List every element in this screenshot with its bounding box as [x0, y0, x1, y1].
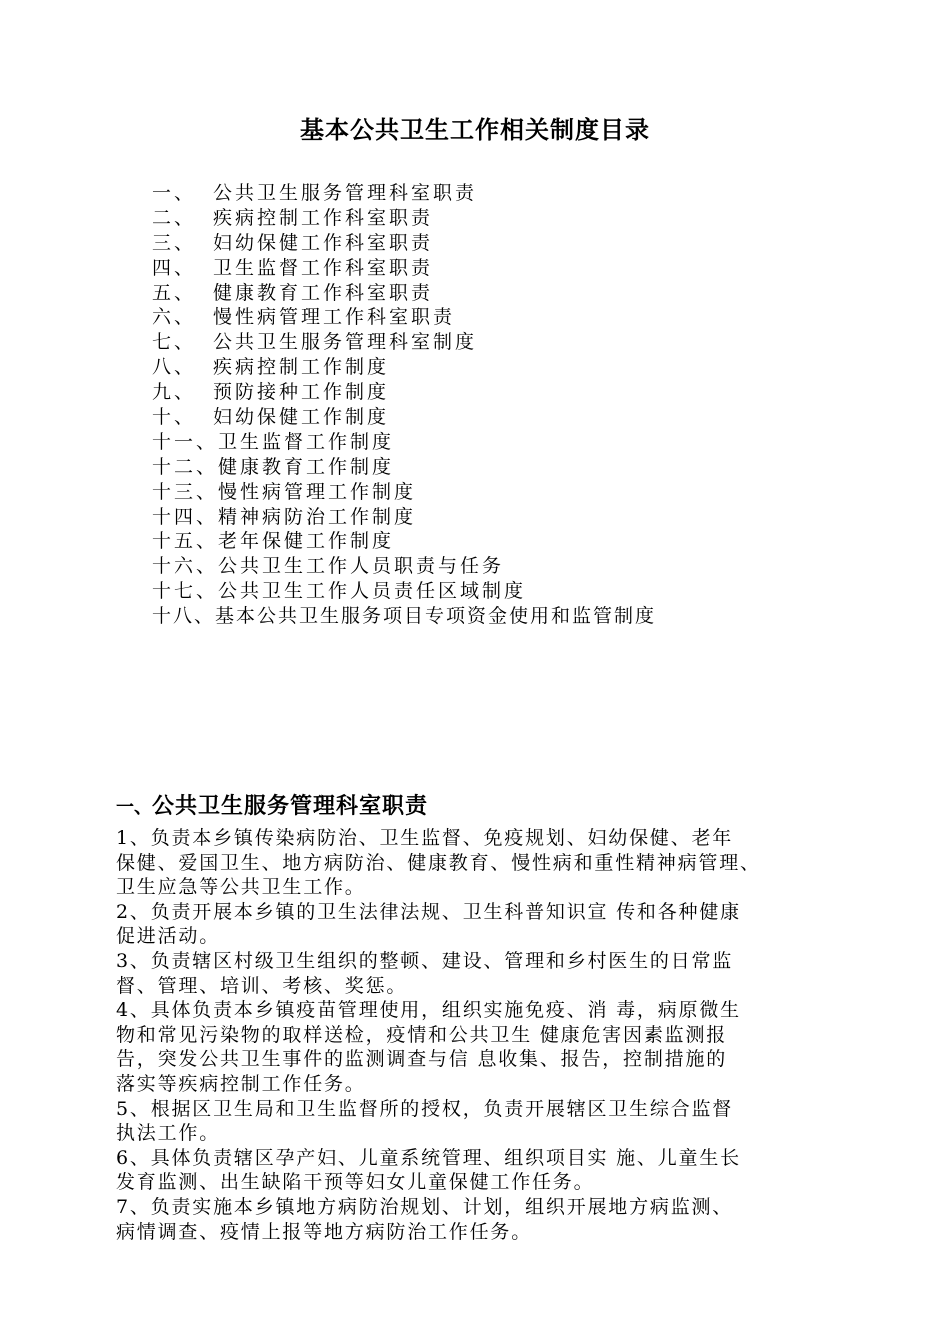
body-text-line: 促进活动。: [116, 925, 221, 948]
toc-item-label: 妇幼保健工作科室职责: [213, 231, 434, 254]
toc-item-number: 十七、: [152, 580, 219, 603]
toc-item-label: 慢性病管理工作科室职责: [213, 306, 456, 329]
toc-item: [152, 355, 656, 380]
body-text-line: 4、具体负责本乡镇疫苗管理使用，组织实施免疫、消 毒，病原微生: [116, 999, 741, 1022]
toc-item: [152, 554, 656, 579]
toc-item-number: 十、: [152, 406, 197, 429]
toc-item-label: 卫生监督工作科室职责: [213, 256, 434, 279]
toc-item-number: 十八、: [152, 605, 216, 628]
toc-item: [152, 206, 656, 231]
toc-item-label: 妇幼保健工作制度: [213, 406, 390, 429]
body-text-line: 3、负责辖区村级卫生组织的整顿、建设、管理和乡村医生的日常监: [116, 949, 734, 972]
toc-item: [152, 231, 656, 256]
table-of-contents: [152, 181, 656, 629]
toc-item: [152, 505, 656, 530]
toc-item-number: 五、: [152, 281, 197, 304]
toc-item-number: 二、: [152, 206, 197, 229]
toc-item: [152, 480, 656, 505]
body-text-line: 7、负责实施本乡镇地方病防治规划、计划，组织开展地方病监测、: [116, 1195, 734, 1218]
toc-item-label: 老年保健工作制度: [218, 530, 395, 553]
toc-item: [152, 604, 656, 629]
toc-item-label: 基本公共卫生服务项目专项资金使用和监管制度: [215, 605, 657, 628]
toc-item-label: 健康教育工作制度: [218, 455, 395, 478]
toc-item-number: 六、: [152, 306, 197, 329]
toc-item-number: 一、: [152, 182, 197, 204]
body-text-line: 督、管理、培训、考核、奖惩。: [116, 974, 408, 997]
toc-item: [152, 330, 656, 355]
toc-item-number: 十六、: [152, 555, 219, 578]
toc-item-number: 十一、: [152, 430, 219, 453]
section-body: [116, 826, 876, 1244]
toc-item: [152, 281, 656, 306]
body-text-line: 落实等疾病控制工作任务。: [116, 1072, 366, 1095]
toc-item-label: 公共卫生服务管理科室职责: [213, 182, 478, 204]
toc-item-number: 七、: [152, 331, 197, 354]
toc-item-label: 疾病控制工作制度: [213, 356, 390, 379]
body-text-line: 5、根据区卫生局和卫生监督所的授权，负责开展辖区卫生综合监督: [116, 1097, 734, 1120]
toc-item-number: 十五、: [152, 530, 219, 553]
body-text-line: 告，突发公共卫生事件的监测调查与信 息收集、报告，控制措施的: [116, 1048, 728, 1071]
toc-item: [152, 579, 656, 604]
body-text-line: 卫生应急等公共卫生工作。: [116, 876, 366, 899]
toc-item-number: 十三、: [152, 480, 219, 503]
section-heading: [116, 789, 428, 824]
body-text-line: 保健、爱国卫生、地方病防治、健康教育、慢性病和重性精神病管理、: [116, 851, 761, 874]
toc-item-label: 精神病防治工作制度: [218, 505, 417, 528]
toc-item-label: 慢性病管理工作制度: [218, 480, 417, 503]
toc-item-number: 十二、: [152, 455, 219, 478]
toc-item-number: 八、: [152, 356, 197, 379]
body-text-line: 物和常见污染物的取样送检，疫情和公共卫生 健康危害因素监测报: [116, 1023, 728, 1046]
body-text-line: 2、负责开展本乡镇的卫生法律法规、卫生科普知识宣 传和各种健康: [116, 900, 741, 923]
toc-item: [152, 181, 656, 206]
toc-item: [152, 256, 656, 281]
body-text-line: 执法工作。: [116, 1122, 221, 1145]
toc-item: [152, 305, 656, 330]
section-title: 公共卫生服务管理科室职责: [152, 794, 429, 819]
toc-item-label: 公共卫生服务管理科室制度: [213, 331, 478, 354]
body-text-line: 病情调查、疫情上报等地方病防治工作任务。: [116, 1220, 533, 1243]
toc-item-label: 预防接种工作制度: [213, 381, 390, 404]
toc-item-label: 健康教育工作科室职责: [213, 281, 434, 304]
body-text-line: 6、具体负责辖区孕产妇、儿童系统管理、组织项目实 施、儿童生长: [116, 1146, 741, 1169]
toc-item-label: 卫生监督工作制度: [218, 430, 395, 453]
toc-item: [152, 430, 656, 455]
toc-item: [152, 405, 656, 430]
toc-item-label: 公共卫生工作人员责任区域制度: [218, 580, 527, 603]
toc-item-number: 四、: [152, 256, 197, 279]
toc-item-label: 公共卫生工作人员职责与任务: [218, 555, 505, 578]
toc-item-number: 九、: [152, 381, 197, 404]
toc-item: [152, 455, 656, 480]
document-title: 基本公共卫生工作相关制度目录: [300, 116, 650, 144]
body-text-line: 发育监测、出生缺陷干预等妇女儿童保健工作任务。: [116, 1171, 595, 1194]
toc-item: [152, 529, 656, 554]
toc-item-number: 三、: [152, 231, 197, 254]
body-text-line: 1、负责本乡镇传染病防治、卫生监督、免疫规划、妇幼保健、老年: [116, 827, 734, 849]
toc-item: [152, 380, 656, 405]
toc-item-label: 疾病控制工作科室职责: [213, 206, 434, 229]
section-number: 一、: [116, 797, 152, 818]
toc-item-number: 十四、: [152, 505, 219, 528]
